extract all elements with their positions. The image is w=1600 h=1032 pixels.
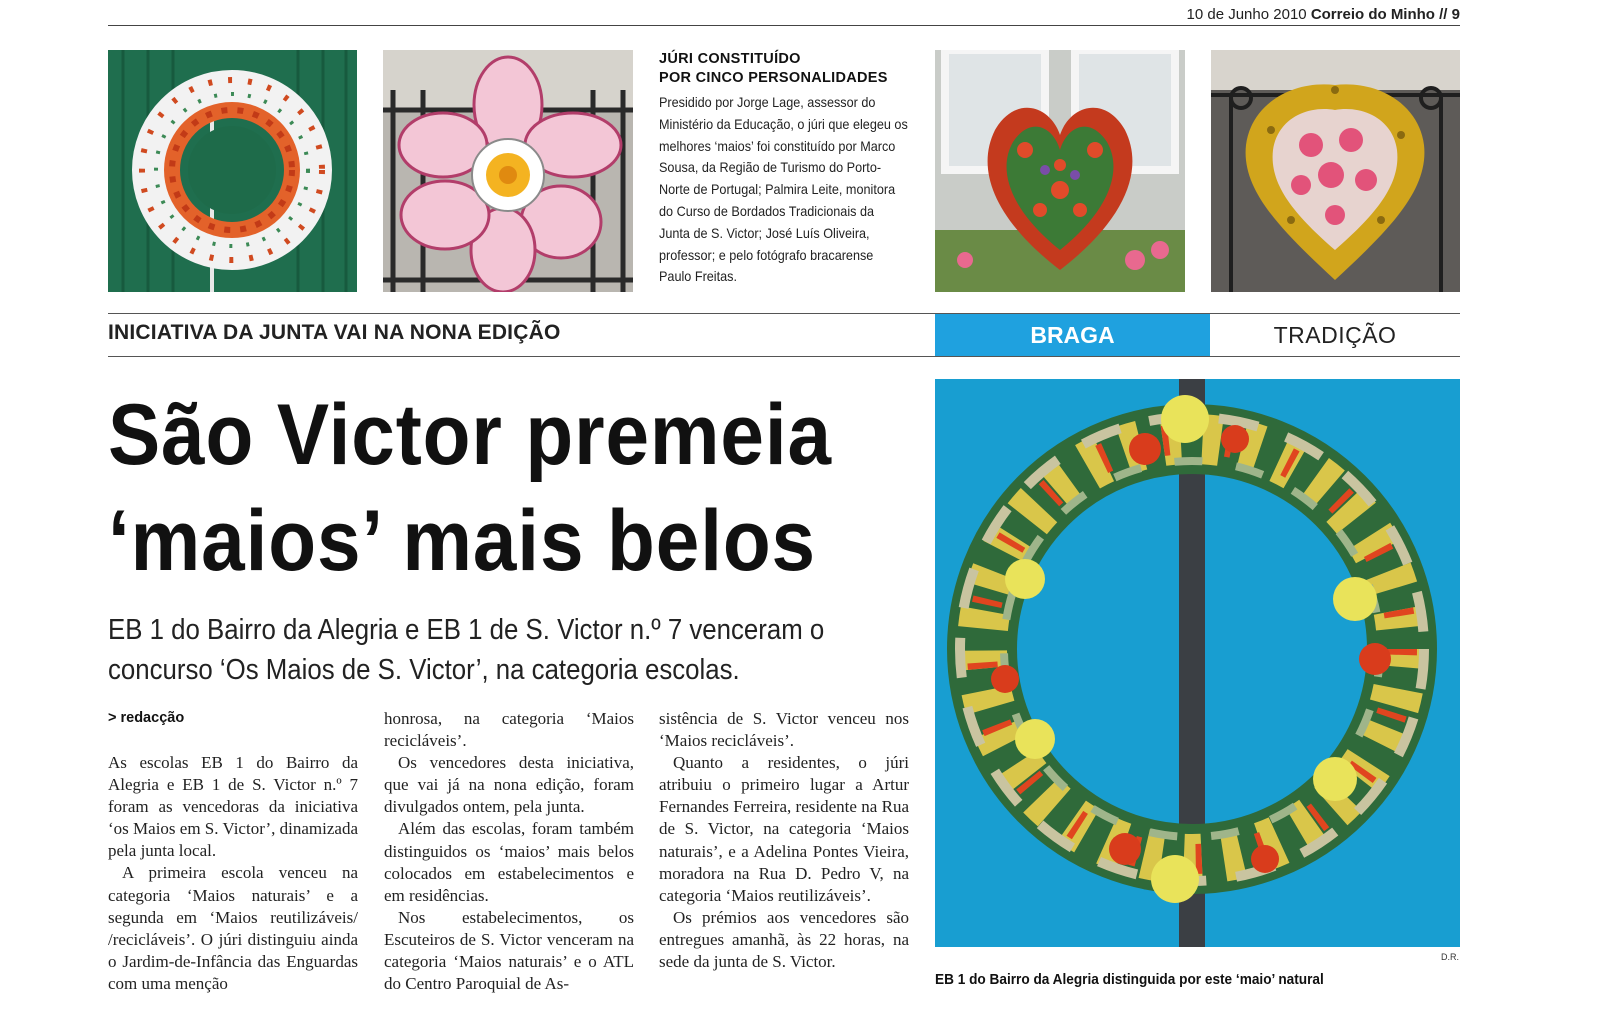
photo-flower-decoration	[383, 50, 633, 292]
paragraph: Os vencedores desta iniciativa, que vai já na nona edição, foram divulgados ontem, pela junta.	[384, 753, 634, 817]
article-byline: > redacção	[108, 710, 185, 726]
photo-recycled-wreath	[108, 50, 357, 292]
headline-line-2: ‘maios’ mais belos	[108, 492, 817, 589]
article-kicker: INICIATIVA DA JUNTA VAI NA NONA EDIÇÃO	[108, 321, 561, 344]
jury-sidebar	[659, 50, 909, 288]
paragraph: Além das escolas, foram também distinguidos os ‘maios’ mais belos colocados em estabelecimentos e em residências.	[384, 819, 634, 905]
jury-title-line1: JÚRI CONSTITUÍDO	[659, 51, 801, 67]
paragraph: As escolas EB 1 do Bairro da Alegria e EB 1 de S. Victor n.º 7 foram as vencedoras da iniciativa ‘os Maios em S. Victor’, dinamizada pela junta local.	[108, 753, 358, 861]
article-headline	[108, 383, 836, 595]
jury-title-line2: POR CINCO PERSONALIDADES	[659, 70, 888, 86]
page-folio	[1187, 6, 1460, 23]
paragraph: A primeira escola venceu na categoria ‘Maios naturais’ e a segunda em ‘Maios reutilizáveis/ /recicláveis’. O júri distinguiu ainda o Jardim-de-Infância das Enguardas com uma menção	[108, 863, 358, 993]
paragraph: honrosa, na categoria ‘Maios recicláveis’.	[384, 709, 634, 751]
article-column-3	[659, 708, 909, 973]
folio-page-number: // 9	[1439, 6, 1460, 23]
headline-line-1: São Victor premeia	[108, 387, 832, 483]
article-column-1	[108, 752, 358, 995]
folio-date: 10 de Junho 2010	[1186, 6, 1307, 23]
section-strip-bottom-rule	[108, 356, 1460, 357]
paragraph: sistência de S. Victor venceu nos ‘Maios recicláveis’.	[659, 709, 909, 751]
paragraph: Os prémios aos vencedores são entregues amanhã, às 22 horas, na sede da junta de S. Victor.	[659, 907, 909, 972]
folio-paper-name: Correio do Minho	[1310, 6, 1435, 23]
photo-heart-flowers	[935, 50, 1185, 292]
paragraph: Nos estabelecimentos, os Escuteiros de S. Victor venceram na categoria ‘Maios naturais’ e o ATL do Centro Paroquial de As-	[384, 907, 634, 994]
section-label-tradicao: TRADIÇÃO	[1273, 322, 1397, 348]
jury-title	[659, 50, 909, 88]
paragraph: Quanto a residentes, o júri atribuiu o primeiro lugar a Artur Fernandes Ferreira, residente na Rua de S. Victor, na categoria ‘Maios naturais’, e a Adelina Pontes Vieira, moradora na Rua D. Pedro V, na categoria ‘Maios reutilizáveis’.	[659, 753, 909, 905]
photo-main-wreath	[935, 379, 1460, 947]
article-deck: EB 1 do Bairro da Alegria e EB 1 de S. Victor n.º 7 venceram o concurso ‘Os Maios de S. Victor’, na categoria escolas.	[108, 614, 825, 686]
top-rule	[108, 25, 1460, 26]
photo-credit: D.R.	[1441, 952, 1459, 962]
photo-caption: EB 1 do Bairro da Alegria distinguida por este ‘maio’ natural	[935, 972, 1324, 988]
photo-yellow-frame	[1211, 50, 1460, 292]
jury-text: Presidido por Jorge Lage, assessor do Ministério da Educação, o júri que elegeu os melhores ‘maios’ foi constituído por Marco Sousa, da Região de Turismo do Porto-Norte de Portugal; Palmira Leite, monitora do Curso de Bordados Tradicionais da Junta de S. Victor; José Luís Oliveira, professor; e pelo fotógrafo bracarense Paulo Freitas.	[659, 95, 908, 285]
section-label-braga: BRAGA	[935, 314, 1210, 356]
article-column-2	[384, 708, 634, 995]
